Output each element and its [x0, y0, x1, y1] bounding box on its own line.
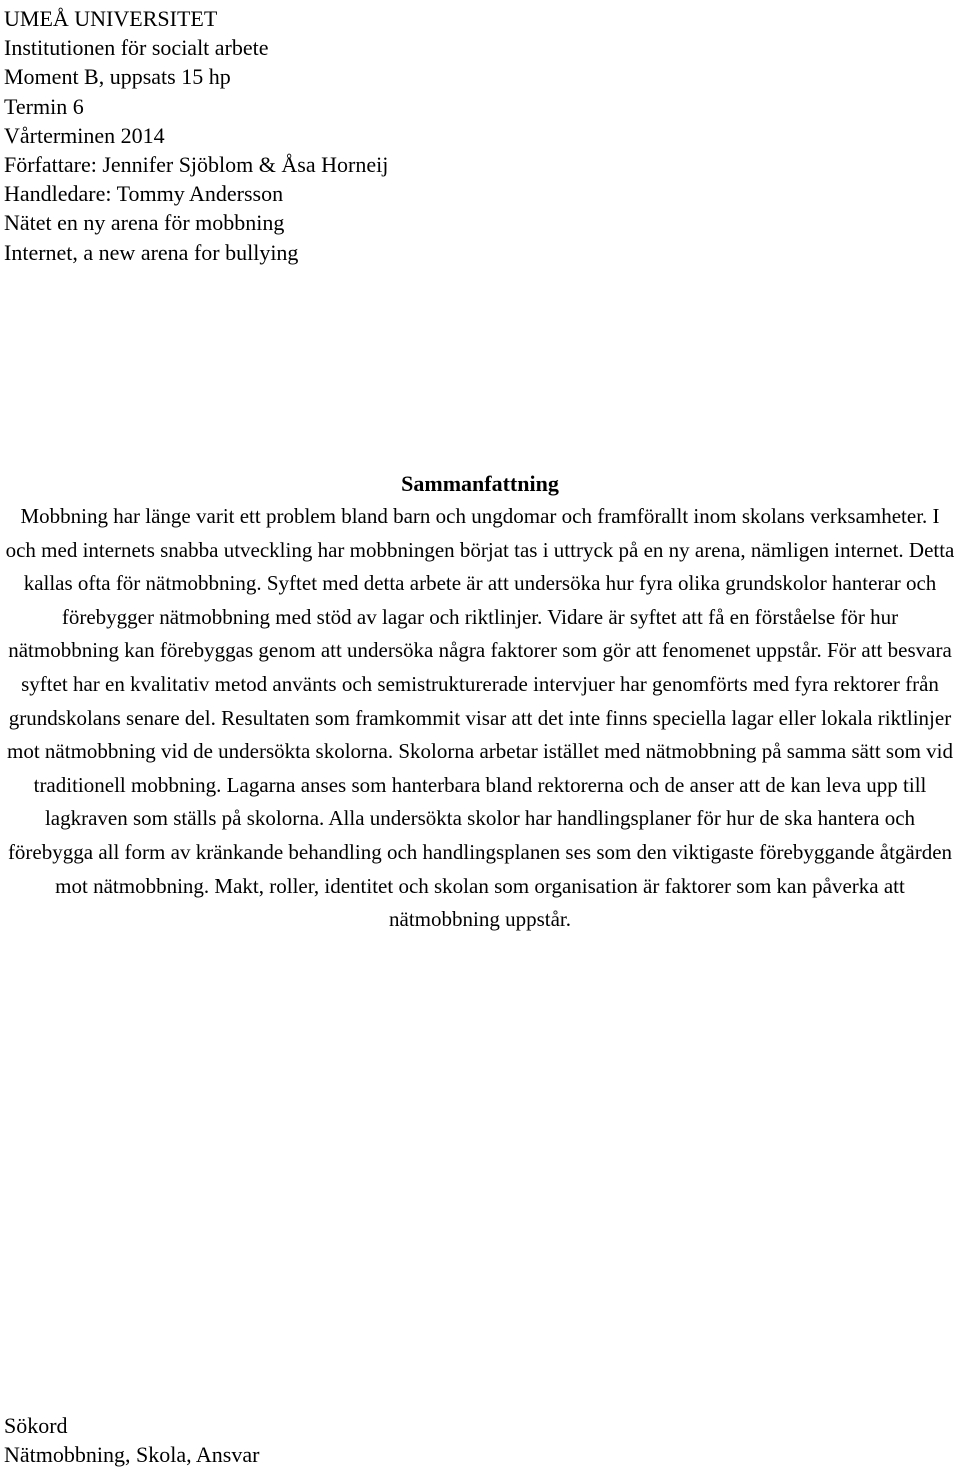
course-info: Moment B, uppsats 15 hp: [4, 64, 231, 90]
thesis-title-english: Internet, a new arena for bullying: [4, 239, 299, 265]
semester-info: Vårterminen 2014: [4, 122, 165, 148]
university-name: UMEÅ UNIVERSITET: [4, 6, 218, 31]
authors: Författare: Jennifer Sjöblom & Åsa Horneij: [4, 152, 389, 178]
department-name: Institutionen för socialt arbete: [4, 35, 269, 61]
keywords-heading: Sökord: [4, 1413, 68, 1438]
keywords-section: [4, 1411, 259, 1469]
term-info: Termin 6: [4, 93, 84, 119]
title-page-header: [4, 4, 388, 267]
abstract-text: Mobbning har länge varit ett problem bland barn och ungdomar och framförallt inom skolans verksamheter. I och med internets snabba utveckling har mobbningen börjat tas i uttryck på en ny arena, nämligen internet. Detta kallas ofta för nätmobbning. Syftet med detta arbete är att undersöka hur fyra olika grundskolor hanterar och förebygger nätmobbning med stöd av lagar och riktlinjer. Vidare är syftet att få en förståelse för hur nätmobbning kan förebyggas genom att undersöka några faktorer som gör att fenomenet uppstår. För att besvara syftet har en kvalitativ metod använts och semistrukturerade intervjuer har genomförts med fyra rektorer från grundskolans senare del. Resultaten som framkommit visar att det inte finns speciella lagar eller lokala riktlinjer mot nätmobbning vid de undersökta skolorna. Skolorna arbetar istället med nätmobbning på samma sätt som vid traditionell mobbning. Lagarna anses som hanterbara bland rektorerna och de anser att de kan leva upp till lagkraven som ställs på skolorna. Alla undersökta skolor har handlingsplaner för hur de ska hantera och förebygga all form av kränkande behandling och handlingsplanen ses som den viktigaste förebyggande åtgärden mot nätmobbning. Makt, roller, identitet och skolan som organisation är faktorer som kan påverka att nätmobbning uppstår.: [5, 504, 955, 932]
abstract-heading: Sammanfattning: [401, 471, 559, 496]
thesis-title-swedish: Nätet en ny arena för mobbning: [4, 210, 285, 236]
keywords-list: Nätmobbning, Skola, Ansvar: [4, 1442, 260, 1467]
supervisor: Handledare: Tommy Andersson: [4, 181, 284, 207]
